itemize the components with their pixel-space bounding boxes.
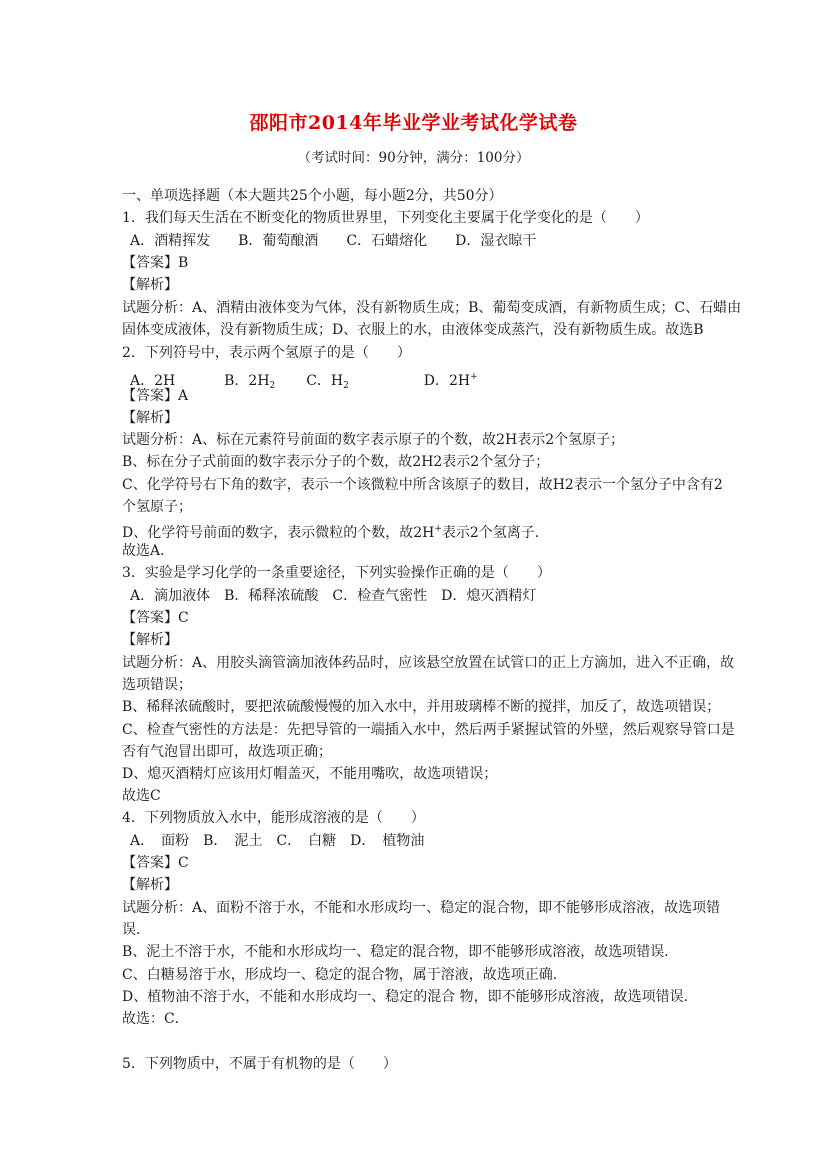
question-2-analysis-line: D、化学符号前面的数字，表示微粒的个数，故2H+表示2个氢离子． [122,524,549,541]
question-1-analysis-label: 【解析】 [122,277,178,293]
question-2-answer: 【答案】A [122,388,189,404]
exam-title: 邵阳市2014年毕业学业考试化学试卷 [249,112,578,134]
question-4-stem: 4．下列物质放入水中，能形成溶液的是（ ） [122,810,425,826]
section-heading: 一、单项选择题（本大题共25个小题，每小题2分，共50分） [122,188,503,204]
question-1-stem: 1．我们每天生活在不断变化的物质世界里，下列变化主要属于化学变化的是（ ） [122,210,649,226]
question-4-answer: 【答案】C [122,855,189,871]
question-2-analysis-line: 个氢原子； [122,499,192,515]
question-2-analysis-line: C、化学符号右下角的数字，表示一个该微粒中所含该原子的数目，故H2表示一个氢分子中含有2 [122,477,723,493]
exam-subtitle: （考试时间：90分钟，满分：100分） [297,150,530,166]
question-3-analysis-line: 选项错误； [122,677,192,693]
question-4-conclusion: 故选：C． [122,1011,189,1027]
option-d: D．2H+ [423,372,478,389]
question-3-answer: 【答案】C [122,610,189,626]
question-3-analysis-line: 否有气泡冒出即可，故选项正确； [122,744,332,760]
question-2-analysis-line: 试题分析：A、标在元素符号前面的数字表示原子的个数，故2H表示2个氢原子； [122,432,625,448]
question-3-conclusion: 故选C [122,788,161,804]
question-2-conclusion: 故选A． [122,543,175,559]
question-1-answer: 【答案】B [122,255,189,271]
question-5-stem: 5．下列物质中，不属于有机物的是（ ） [122,1056,397,1072]
question-2-options [130,367,478,391]
question-3-analysis-line: B、稀释浓硫酸时，要把浓硫酸慢慢的加入水中，并用玻璃棒不断的搅拌，加反了，故选项错误； [122,699,721,715]
question-3-analysis-label: 【解析】 [122,632,178,648]
question-3-analysis-line: 试题分析：A、用胶头滴管滴加液体药品时，应该悬空放置在试管口的正上方滴加，进入不正确，故 [122,655,735,671]
option-b: B．$2H_2$ [224,373,276,391]
question-4-analysis-label: 【解析】 [122,877,178,893]
question-2-analysis-line: B、标在分子式前面的数字表示分子的个数，故2H2表示2个氢分子； [122,454,550,470]
question-1-analysis-line: 固体变成液体，没有新物质生成；D、衣服上的水，由液体变成蒸汽，没有新物质生成。故选B [122,322,704,338]
question-3-analysis-line: C、检查气密性的方法是：先把导管的一端插入水中，然后两手紧握试管的外壁，然后观察导管口是 [122,722,735,738]
question-1-analysis-line: 试题分析：A、酒精由液体变为气体，没有新物质生成；B、葡萄变成酒，有新物质生成；C、石蜡由 [122,300,742,316]
question-2-analysis-label: 【解析】 [122,410,178,426]
question-3-stem: 3．实验是学习化学的一条重要途径，下列实验操作正确的是（ ） [122,565,551,581]
question-4-analysis-line: B、泥土不溶于水，不能和水形成均一、稳定的混合物，即不能够形成溶液，故选项错误． [122,944,679,960]
question-4-analysis-line: 试题分析：A、面粉不溶于水，不能和水形成均一、稳定的混合物，即不能够形成溶液，故选项错 [122,900,721,916]
question-1-options: A．酒精挥发 B．葡萄酿酒 C．石蜡熔化 D．湿衣晾干 [130,233,537,249]
question-4-analysis-line: C、白糖易溶于水，形成均一、稳定的混合物，属于溶液，故选项正确． [122,967,567,983]
question-2-stem: 2．下列符号中，表示两个氢原子的是（ ） [122,345,411,361]
option-a: A．2H [130,373,176,389]
question-4-analysis-line: D、植物油不溶于水，不能和水形成均一、稳定的混合 物，即不能够形成溶液，故选项错误． [122,989,698,1005]
question-4-analysis-line: 误． [122,922,150,938]
question-3-analysis-line: D、熄灭酒精灯应该用灯帽盖灭，不能用嘴吹，故选项错误； [122,766,498,782]
option-c: C．$H_2$ [306,373,349,391]
question-4-options: A． 面粉 B． 泥土 C． 白糖 D． 植物油 [130,833,425,849]
question-3-options: A．滴加液体 B．稀释浓硫酸 C．检查气密性 D．熄灭酒精灯 [130,588,537,604]
